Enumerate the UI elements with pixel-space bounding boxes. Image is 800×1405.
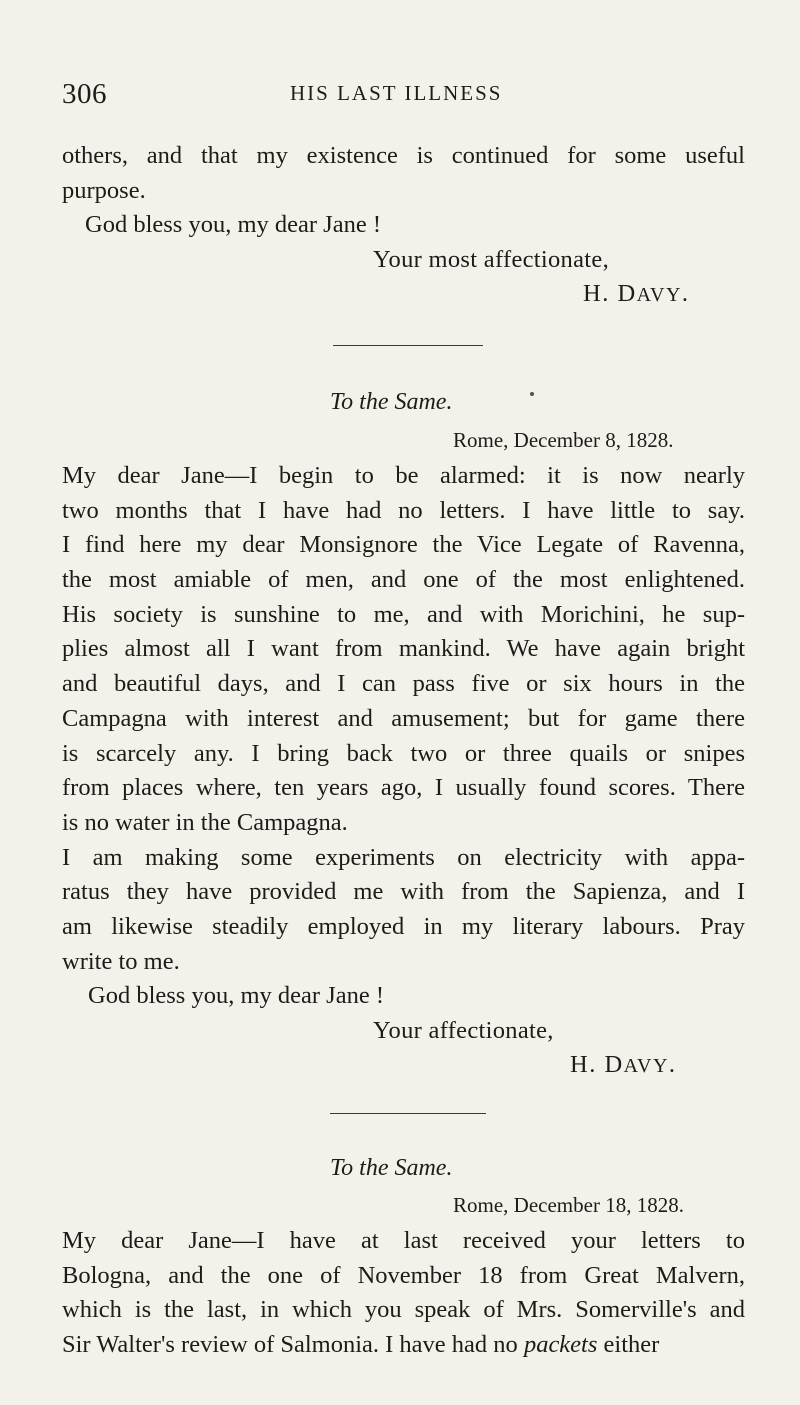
body-line: is scarcely any. I bring back two or three quails or snipes	[62, 740, 745, 767]
body-line: others, and that my existence is continued for some useful	[62, 142, 745, 169]
letter-dateline: Rome, December 8, 1828.	[453, 428, 674, 452]
page-number: 306	[62, 78, 107, 110]
body-line: which is the last, in which you speak of Mrs. Somerville's and	[62, 1296, 745, 1323]
body-line: the most amiable of men, and one of the most enlightened.	[62, 566, 745, 593]
body-line: Bologna, and the one of November 18 from Great Malvern,	[62, 1262, 745, 1289]
closing-line: Your affectionate,	[373, 1017, 554, 1044]
body-line: I find here my dear Monsignore the Vice Legate of Ravenna,	[62, 531, 745, 558]
body-line: plies almost all I want from mankind. We have again bright	[62, 635, 745, 662]
section-divider	[333, 345, 483, 346]
body-line: ratus they have provided me with from the Sapienza, and I	[62, 878, 745, 905]
page-header	[62, 78, 752, 118]
body-line: is no water in the Campagna.	[62, 809, 348, 836]
body-line: and beautiful days, and I can pass five or six hours in the	[62, 670, 745, 697]
last-line-text-end: either	[597, 1331, 660, 1358]
body-line: God bless you, my dear Jane !	[85, 211, 381, 238]
last-line-text: Sir Walter's review of Salmonia. I have had no	[62, 1331, 524, 1358]
letter-heading: To the Same.	[330, 389, 453, 415]
body-line: I am making some experiments on electricity with appa-	[62, 844, 745, 871]
body-line: am likewise steadily employed in my literary labours. Pray	[62, 913, 745, 940]
body-line: from places where, ten years ago, I usually found scores. There	[62, 774, 745, 801]
body-line: My dear Jane—I begin to be alarmed: it is now nearly	[62, 462, 745, 489]
signature: H. DAVY.	[570, 1051, 677, 1078]
body-line: write to me.	[62, 948, 180, 975]
italic-word: packets	[523, 1331, 598, 1358]
signature: H. DAVY.	[583, 280, 690, 307]
ink-speck	[530, 392, 534, 396]
body-line: Campagna with interest and amusement; but for game there	[62, 705, 745, 732]
body-line: God bless you, my dear Jane !	[88, 982, 384, 1009]
section-divider	[330, 1113, 486, 1114]
closing-line: Your most affectionate,	[373, 246, 609, 273]
body-line: purpose.	[62, 177, 146, 204]
body-line: two months that I have had no letters. I have little to say.	[62, 497, 745, 524]
body-line-last	[62, 1330, 745, 1360]
letter-heading: To the Same.	[330, 1155, 453, 1181]
body-line: His society is sunshine to me, and with Morichini, he sup-	[62, 601, 745, 628]
letter-dateline: Rome, December 18, 1828.	[453, 1193, 684, 1217]
running-head: HIS LAST ILLNESS	[290, 81, 503, 105]
body-line: My dear Jane—I have at last received your letters to	[62, 1227, 745, 1254]
